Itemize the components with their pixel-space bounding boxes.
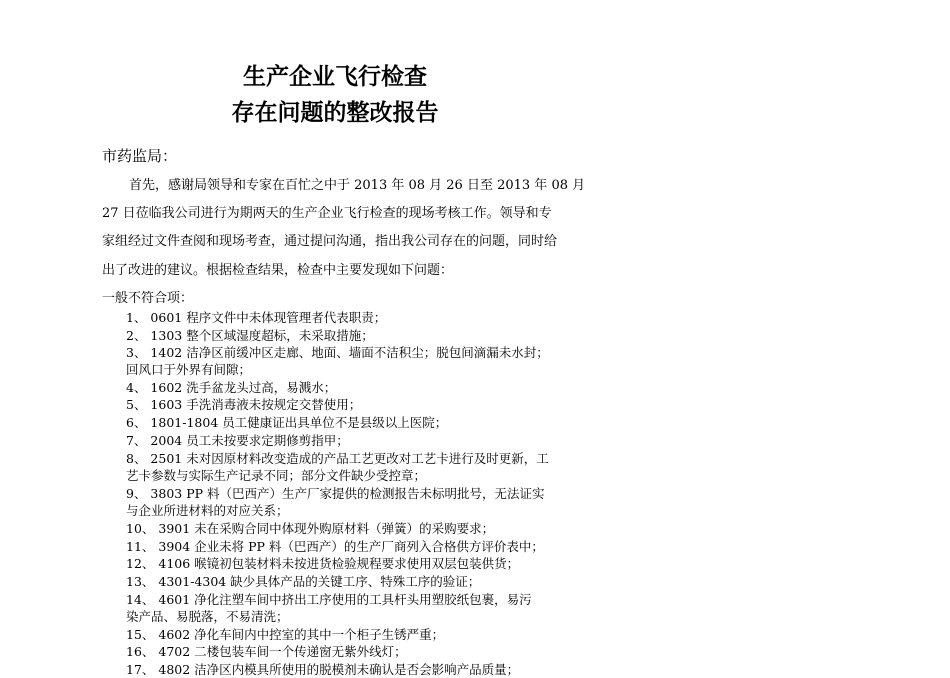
intro-line: 首先，感谢局领导和专家在百忙之中于 2013 年 08 月 26 日至 2013 年 08 月 (129, 178, 586, 193)
list-item: 11、 3904 企业未将 PP 料（巴西产）的生产厂商列入合格供方评价表中； (126, 539, 544, 554)
list-item-continuation: 与企业所进材料的对应关系； (126, 503, 289, 518)
intro-line: 家组经过文件查阅和现场考查，通过提问沟通，指出我公司存在的问题，同时给 (102, 234, 558, 249)
intro-line: 27 日莅临我公司进行为期两天的生产企业飞行检查的现场考核工作。领导和专 (102, 206, 552, 221)
list-item: 16、 4702 二楼包装车间一个传递窗无紫外线灯； (126, 644, 407, 659)
list-item: 9、 3803 PP 料（巴西产）生产厂家提供的检测报告未标明批号，无法证实 (126, 486, 545, 501)
list-item-continuation: 艺卡参数与实际生产记录不同；部分文件缺少受控章； (126, 468, 427, 483)
title-line-2: 存在问题的整改报告 (231, 99, 439, 126)
salutation: 市药监局： (102, 147, 178, 165)
list-item: 5、 1603 手洗消毒液未按规定交替使用； (126, 397, 362, 412)
list-item: 14、 4601 净化注塑车间中挤出工序使用的工具杆头用塑胶纸包裹，易污 (126, 592, 532, 607)
list-item: 6、 1801-1804 员工健康证出具单位不是县级以上医院； (126, 415, 448, 430)
list-item: 4、 1602 洗手盆龙头过高，易溅水； (126, 380, 337, 395)
list-item: 2、 1303 整个区域湿度超标，未采取措施； (126, 328, 374, 343)
list-item-continuation: 回风口于外界有间隙； (126, 362, 252, 377)
list-item: 1、 0601 程序文件中未体现管理者代表职责； (126, 310, 387, 325)
list-item: 10、 3901 未在采购合同中体现外购原材料（弹簧）的采购要求； (126, 521, 495, 536)
list-item: 15、 4602 净化车间内中控室的其中一个柜子生锈严重； (126, 627, 445, 642)
list-item: 17、 4802 洁净区内模具所使用的脱模剂未确认是否会影响产品质量； (126, 662, 520, 677)
list-item: 3、 1402 洁净区前缓冲区走廊、地面、墙面不洁积尘；脱包间滴漏未水封； (126, 345, 549, 360)
section-heading: 一般不符合项： (102, 291, 194, 306)
intro-line: 出了改进的建议。根据检查结果，检查中主要发现如下问题： (102, 263, 454, 278)
title-line-1: 生产企业飞行检查 (243, 63, 427, 90)
list-item: 12、 4106 喉镜初包装材料未按进货检验规程要求使用双层包装供货； (126, 556, 520, 571)
list-item-continuation: 染产品、易脱落，不易清洗； (126, 609, 289, 624)
list-item: 8、 2501 未对因原材料改变造成的产品工艺更改对工艺卡进行及时更新，工 (126, 451, 549, 466)
list-item: 7、 2004 员工未按要求定期修剪指甲； (126, 433, 349, 448)
list-item: 13、 4301-4304 缺少具体产品的关键工序、特殊工序的验证； (126, 574, 481, 589)
